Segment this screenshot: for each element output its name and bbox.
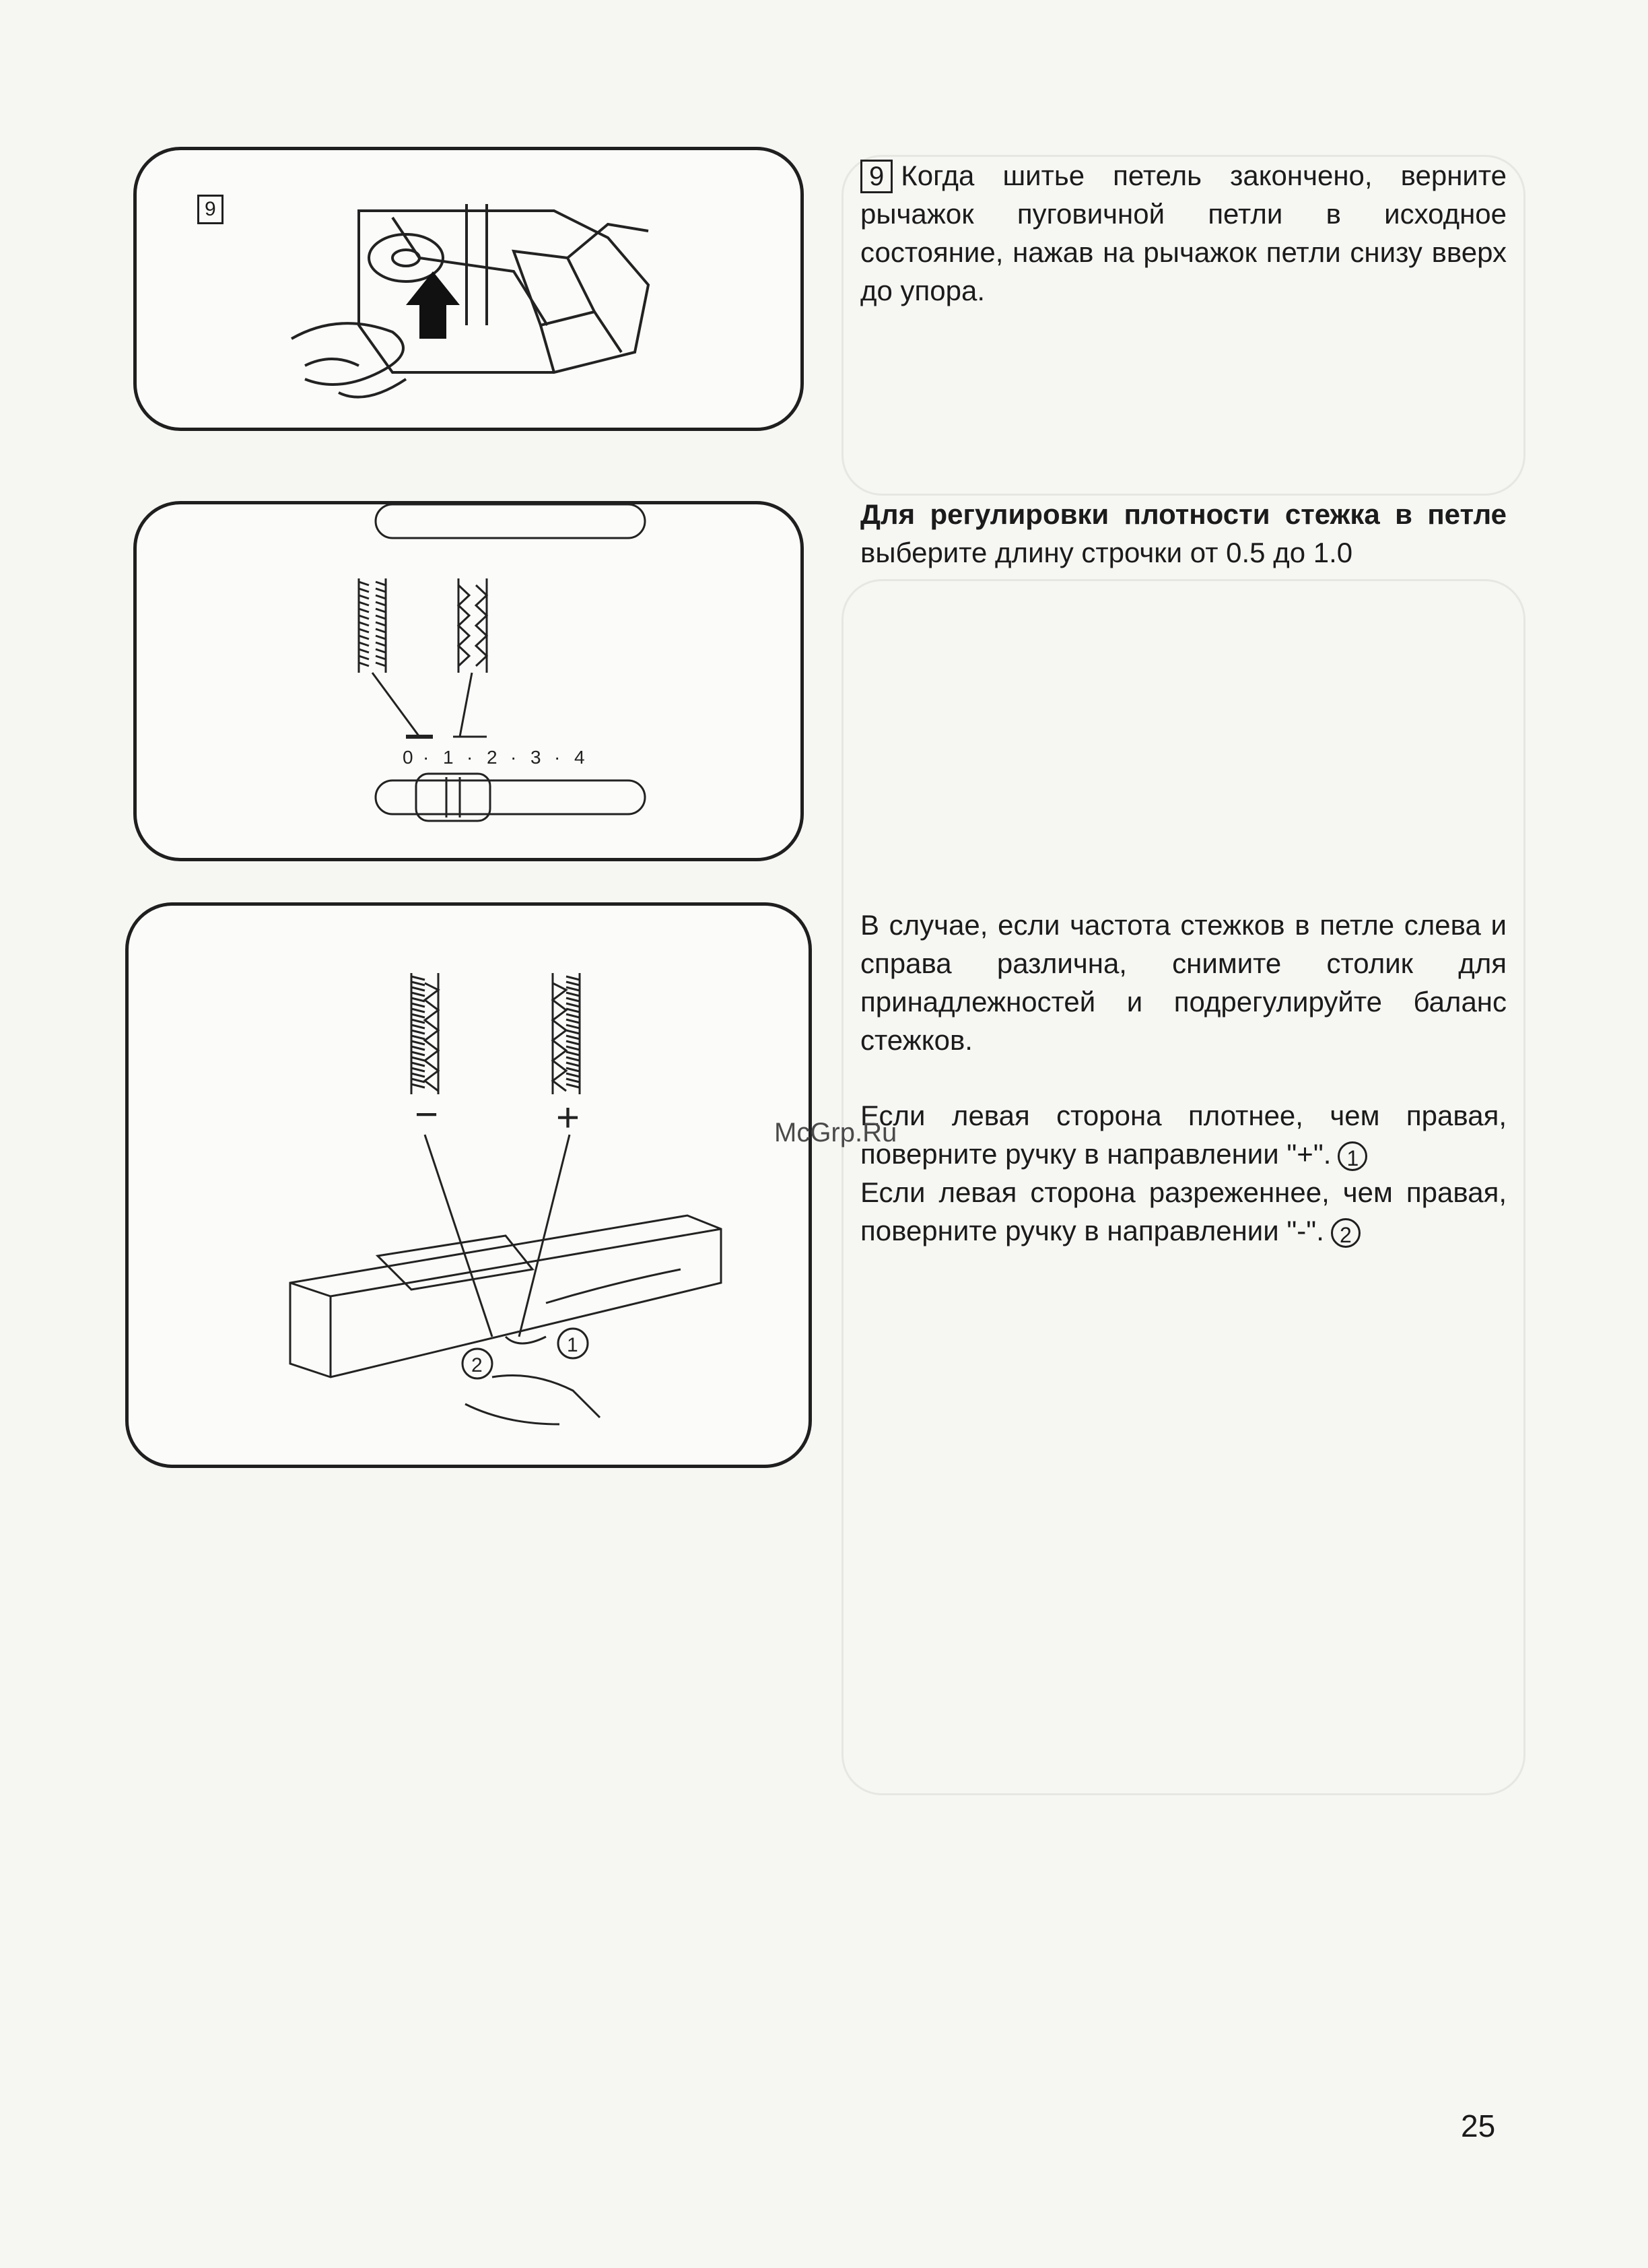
density-text: выберите длину строчки от 0.5 до 1.0 [860, 537, 1353, 568]
dial-illustration [137, 504, 804, 861]
step-9-block [860, 156, 1507, 310]
watermark: McGrp.Ru [774, 1118, 897, 1147]
callout-1-label: 1 [567, 1334, 578, 1356]
minus-sign: − [415, 1092, 439, 1137]
balance-directions-block [860, 1096, 1507, 1250]
presser-foot-illustration [137, 150, 804, 431]
minus-buttonhole-sample [411, 973, 438, 1094]
density-paragraph [860, 495, 1507, 572]
left-sparser-instruction: Если левая сторона разреженнее, чем правая, поверните ручку в направлении "-". 2 [860, 1176, 1507, 1247]
figure-balance-adjustment [125, 902, 812, 1468]
mark-2-circle: 2 [1331, 1218, 1361, 1248]
figure-step-label: 9 [197, 195, 224, 224]
mark-1-circle: 1 [1338, 1141, 1367, 1171]
balance-intro-block [860, 906, 1507, 1059]
step-9-text: Когда шитье петель закончено, верните рычажок пуговичной петли в исходное состояние, нажав на рычажок петли снизу вверх до упора. [860, 160, 1507, 306]
page-number: 25 [1461, 2108, 1496, 2143]
density-block [860, 495, 1507, 572]
dial-mark-sep: · [510, 747, 517, 768]
balance-illustration [129, 906, 812, 1468]
dial-mark-sep: · [554, 747, 561, 768]
plus-sign: + [556, 1095, 580, 1140]
dial-mark-4: 4 [574, 747, 585, 768]
density-heading: Для регулировки плотности стежка в петле [860, 498, 1507, 530]
dial-mark-2: 2 [487, 747, 497, 768]
dense-buttonhole-sample [359, 578, 386, 673]
sparse-buttonhole-sample [458, 578, 487, 673]
dial-mark-1: 1 [443, 747, 454, 768]
plus-buttonhole-sample [553, 973, 580, 1094]
figure-stitch-length-dial [133, 501, 804, 861]
dial-scale-labels [403, 747, 585, 768]
figure-lever-reset [133, 147, 804, 431]
dial-mark-0: 0 [403, 747, 413, 768]
callout-2-label: 2 [471, 1354, 483, 1376]
step-9-number: 9 [860, 160, 893, 193]
dial-mark-3: 3 [530, 747, 541, 768]
left-denser-instruction: Если левая сторона плотнее, чем правая, поверните ручку в направлении "+". 1 [860, 1100, 1507, 1170]
dial-mark-sep: · [423, 747, 430, 768]
balance-intro: В случае, если частота стежков в петле слева и справа различна, снимите столик для принадлежностей и подрегулируйте баланс стежков. [860, 909, 1507, 1056]
step-9-paragraph [860, 156, 1507, 310]
dial-mark-sep: · [467, 747, 473, 768]
